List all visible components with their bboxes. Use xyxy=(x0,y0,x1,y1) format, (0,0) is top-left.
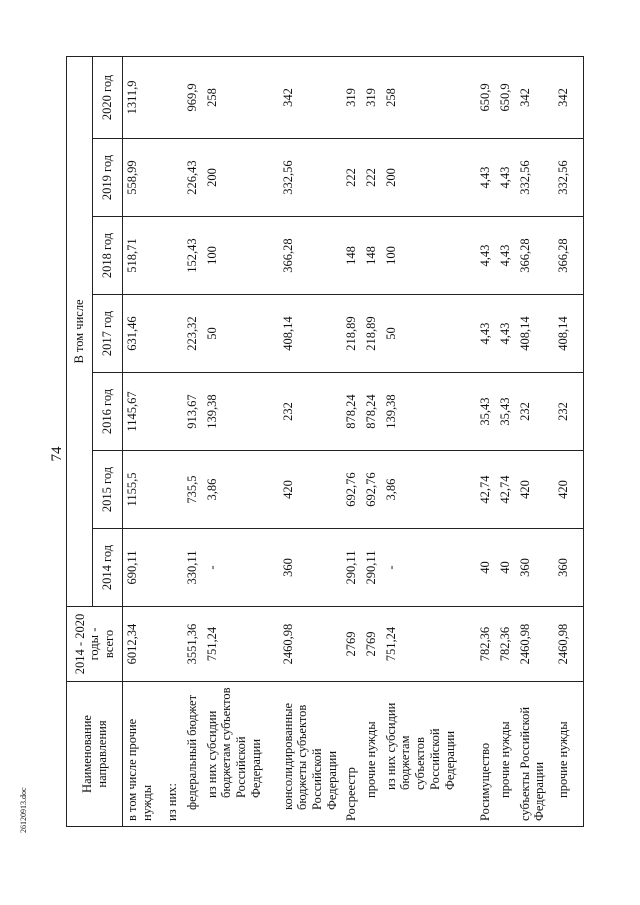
value-cell: 342 xyxy=(516,56,554,138)
header-year: 2016 год xyxy=(93,373,123,451)
value-cell: 878,24 xyxy=(342,373,362,451)
value-cell: 782,36 xyxy=(496,607,516,682)
table-row xyxy=(554,56,584,826)
value-cell: 152,43 xyxy=(183,217,203,295)
value-cell xyxy=(163,451,183,529)
value-cell: 332,56 xyxy=(516,139,554,217)
value-cell: 735,5 xyxy=(183,451,203,529)
funding-table xyxy=(66,56,584,827)
value-cell: 4,43 xyxy=(496,217,516,295)
rotated-table-container xyxy=(66,57,586,827)
value-cell: 4,43 xyxy=(496,295,516,373)
value-cell: - xyxy=(382,529,476,607)
value-cell: 420 xyxy=(279,451,342,529)
table-row xyxy=(123,56,163,826)
value-cell: 139,38 xyxy=(203,373,279,451)
table-row xyxy=(342,56,362,826)
value-cell: 342 xyxy=(279,56,342,138)
row-name-cell: из них субсидии бюджетам субъектов Российской Федерации xyxy=(382,682,476,827)
value-cell: 319 xyxy=(342,56,362,138)
value-cell xyxy=(163,295,183,373)
row-name-cell: в том числе прочие нужды xyxy=(123,682,163,827)
row-name-cell: из них субсидии бюджетам субъектов Российской Федерации xyxy=(203,682,279,827)
value-cell: 692,76 xyxy=(362,451,382,529)
table-row xyxy=(163,56,183,826)
header-group-label: В том числе xyxy=(67,56,93,606)
value-cell: 3,86 xyxy=(203,451,279,529)
value-cell: 50 xyxy=(203,295,279,373)
value-cell: 232 xyxy=(279,373,342,451)
value-cell: 2769 xyxy=(342,607,362,682)
value-cell: 751,24 xyxy=(203,607,279,682)
value-cell: 3551,36 xyxy=(183,607,203,682)
value-cell: 40 xyxy=(496,529,516,607)
value-cell: 290,11 xyxy=(362,529,382,607)
value-cell: 139,38 xyxy=(382,373,476,451)
header-year: 2015 год xyxy=(93,451,123,529)
table-row xyxy=(183,56,203,826)
value-cell: 50 xyxy=(382,295,476,373)
value-cell: 200 xyxy=(382,139,476,217)
value-cell xyxy=(163,607,183,682)
value-cell: 631,46 xyxy=(123,295,163,373)
value-cell xyxy=(163,56,183,138)
value-cell: 360 xyxy=(279,529,342,607)
value-cell: 258 xyxy=(382,56,476,138)
value-cell: 100 xyxy=(382,217,476,295)
value-cell xyxy=(163,373,183,451)
row-name-cell: прочие нужды xyxy=(362,682,382,827)
header-year: 2018 год xyxy=(93,217,123,295)
value-cell: 258 xyxy=(203,56,279,138)
value-cell: 223,32 xyxy=(183,295,203,373)
header-year: 2020 год xyxy=(93,56,123,138)
value-cell: 218,89 xyxy=(362,295,382,373)
value-cell: 226,43 xyxy=(183,139,203,217)
value-cell: 4,43 xyxy=(476,139,496,217)
value-cell: 218,89 xyxy=(342,295,362,373)
value-cell: 408,14 xyxy=(279,295,342,373)
value-cell: 1311,9 xyxy=(123,56,163,138)
value-cell: 330,11 xyxy=(183,529,203,607)
value-cell: 4,43 xyxy=(496,139,516,217)
value-cell: 408,14 xyxy=(554,295,584,373)
table-row xyxy=(516,56,554,826)
value-cell: 42,74 xyxy=(496,451,516,529)
header-total-column: 2014 - 2020 годы - всего xyxy=(67,607,123,682)
value-cell: 2769 xyxy=(362,607,382,682)
value-cell: 969,9 xyxy=(183,56,203,138)
value-cell: 35,43 xyxy=(476,373,496,451)
value-cell: - xyxy=(203,529,279,607)
value-cell: 6012,34 xyxy=(123,607,163,682)
value-cell: 2460,98 xyxy=(554,607,584,682)
value-cell: 232 xyxy=(554,373,584,451)
header-year: 2017 год xyxy=(93,295,123,373)
document-code: 26120913.doc xyxy=(19,787,28,833)
value-cell: 366,28 xyxy=(554,217,584,295)
row-name-cell: консолидированные бюджеты субъектов Российской Федерации xyxy=(279,682,342,827)
value-cell: 4,43 xyxy=(476,217,496,295)
value-cell: 222 xyxy=(362,139,382,217)
value-cell: 2460,98 xyxy=(516,607,554,682)
value-cell: 148 xyxy=(362,217,382,295)
table-row xyxy=(382,56,476,826)
value-cell: 366,28 xyxy=(516,217,554,295)
value-cell xyxy=(163,529,183,607)
value-cell: 222 xyxy=(342,139,362,217)
value-cell: 4,43 xyxy=(476,295,496,373)
value-cell: 332,56 xyxy=(554,139,584,217)
row-name-cell: федеральный бюджет xyxy=(183,682,203,827)
row-name-cell: Росреестр xyxy=(342,682,362,827)
value-cell: 420 xyxy=(554,451,584,529)
value-cell: 3,86 xyxy=(382,451,476,529)
value-cell: 40 xyxy=(476,529,496,607)
value-cell: 42,74 xyxy=(476,451,496,529)
table-row xyxy=(279,56,342,826)
row-name-cell: прочие нужды xyxy=(496,682,516,827)
table-row xyxy=(203,56,279,826)
value-cell: 558,99 xyxy=(123,139,163,217)
value-cell: 200 xyxy=(203,139,279,217)
table-row xyxy=(476,56,496,826)
value-cell: 650,9 xyxy=(476,56,496,138)
value-cell: 100 xyxy=(203,217,279,295)
row-name-cell: субъекты Российской Федерации xyxy=(516,682,554,827)
row-name-cell: прочие нужды xyxy=(554,682,584,827)
value-cell xyxy=(163,217,183,295)
value-cell: 332,56 xyxy=(279,139,342,217)
row-name-cell: из них: xyxy=(163,682,183,827)
header-year: 2014 год xyxy=(93,529,123,607)
value-cell: 782,36 xyxy=(476,607,496,682)
table-body xyxy=(123,56,584,826)
value-cell: 148 xyxy=(342,217,362,295)
value-cell: 1155,5 xyxy=(123,451,163,529)
value-cell: 232 xyxy=(516,373,554,451)
value-cell: 408,14 xyxy=(516,295,554,373)
value-cell: 692,76 xyxy=(342,451,362,529)
value-cell: 342 xyxy=(554,56,584,138)
value-cell: 913,67 xyxy=(183,373,203,451)
value-cell: 518,71 xyxy=(123,217,163,295)
value-cell: 290,11 xyxy=(342,529,362,607)
value-cell: 366,28 xyxy=(279,217,342,295)
value-cell: 420 xyxy=(516,451,554,529)
value-cell: 878,24 xyxy=(362,373,382,451)
header-year: 2019 год xyxy=(93,139,123,217)
header-name-column: Наименование направления xyxy=(67,682,123,827)
value-cell: 751,24 xyxy=(382,607,476,682)
value-cell: 690,11 xyxy=(123,529,163,607)
value-cell: 360 xyxy=(516,529,554,607)
value-cell: 35,43 xyxy=(496,373,516,451)
value-cell: 650,9 xyxy=(496,56,516,138)
value-cell: 2460,98 xyxy=(279,607,342,682)
table-row xyxy=(496,56,516,826)
value-cell: 319 xyxy=(362,56,382,138)
value-cell: 1145,67 xyxy=(123,373,163,451)
page-number: 74 xyxy=(49,446,65,462)
row-name-cell: Росимущество xyxy=(476,682,496,827)
value-cell xyxy=(163,139,183,217)
value-cell: 360 xyxy=(554,529,584,607)
table-row xyxy=(362,56,382,826)
